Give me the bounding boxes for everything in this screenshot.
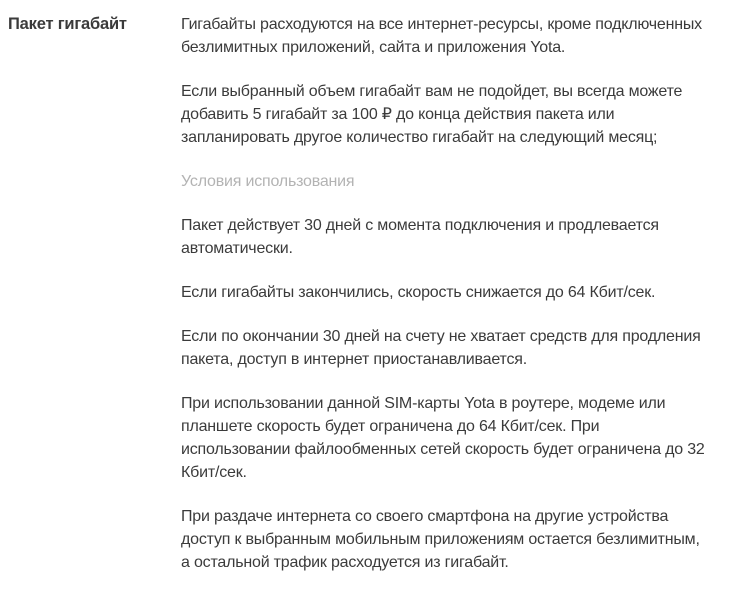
paragraph-sim-device-limits: При использовании данной SIM-карты Yota в роутере, модеме или планшете скорость будет ограничена до 64 Кбит/сек. При использовании файлообменных сетей скорость будет ограничена до 32 Кбит/сек. — [181, 395, 705, 481]
paragraph-package-duration: Пакет действует 30 дней с момента подключения и продлевается автоматически. — [181, 217, 659, 257]
paragraph-gigabytes-usage: Гигабайты расходуются на все интернет-ресурсы, кроме подключенных безлимитных приложений, сайта и приложения Yota. — [181, 16, 702, 56]
paragraph-speed-reduction: Если гигабайты закончились, скорость снижается до 64 Кбит/сек. — [181, 284, 656, 301]
description-column — [181, 13, 705, 595]
paragraph-tethering-rules: При раздаче интернета со своего смартфона на другие устройства доступ к выбранным мобильным приложениям остается безлимитным, а остальной трафик расходуется из гигабайт. — [181, 508, 700, 571]
term-column — [8, 13, 181, 36]
section-term: Пакет гигабайт — [8, 15, 127, 33]
paragraph-insufficient-funds: Если по окончании 30 дней на счету не хватает средств для продления пакета, доступ в интернет приостанавливается. — [181, 328, 701, 368]
paragraph-add-gigabytes: Если выбранный объем гигабайт вам не подойдет, вы всегда можете добавить 5 гигабайт за 100 ₽ до конца действия пакета или запланировать другое количество гигабайт на следующий месяц; — [181, 83, 683, 146]
usage-conditions-label: Условия использования — [181, 173, 355, 190]
